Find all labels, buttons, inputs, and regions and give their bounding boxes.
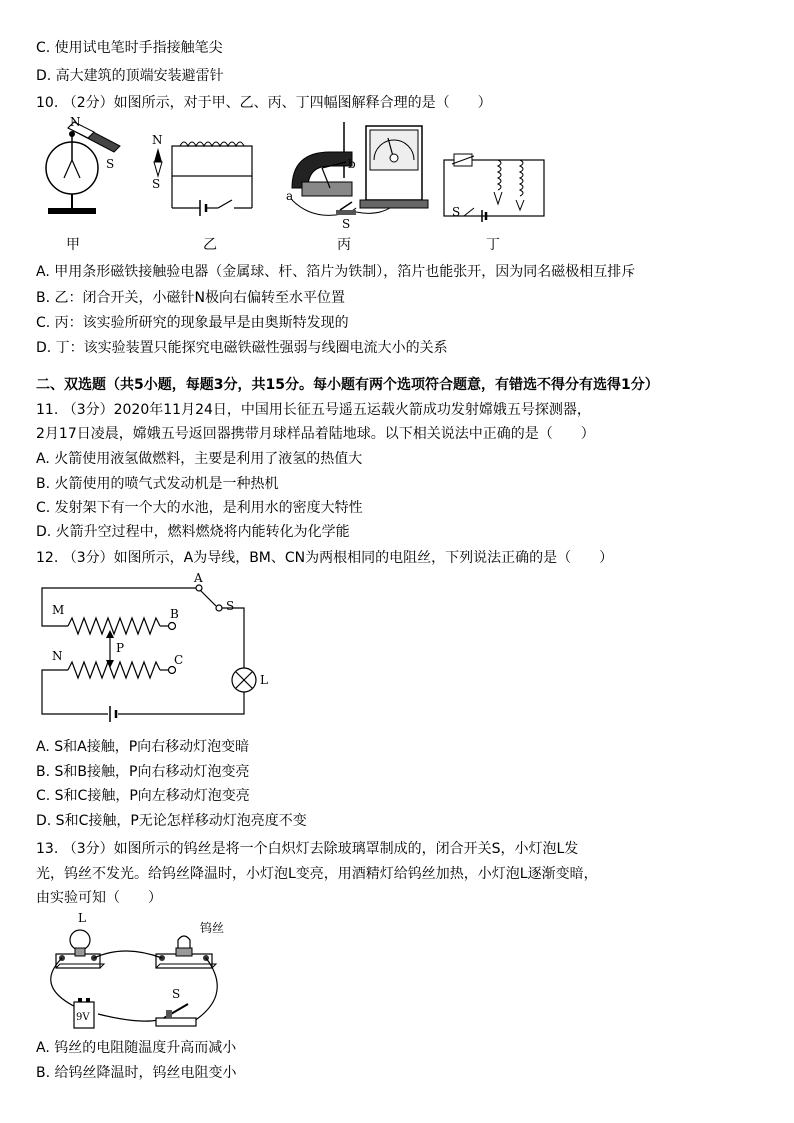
q13-option-b: B. 给钨丝降温时，钨丝电阻变小: [36, 1065, 237, 1081]
q13-stem-line2: 光，钨丝不发光。给钨丝降温时，小灯泡L变亮，用酒精灯给钨丝加热，小灯泡L逐渐变暗，: [36, 866, 598, 882]
fig10-caption-bing: 丙: [337, 237, 351, 253]
fig10-bing-label-s: S: [342, 217, 351, 231]
q11-stem-line2: 2月17日凌晨，嫦娥五号返回器携带月球样品着陆地球。以下相关说法中正确的是（ ）: [36, 426, 595, 442]
fig10-yi-solenoid: [148, 132, 258, 218]
fig10-ding-label-s: S: [452, 205, 461, 219]
fig10-caption-jia: 甲: [66, 237, 80, 253]
fig10-bing-label-a: a: [286, 189, 294, 203]
q12-option-c: C. S和C接触，P向左移动灯泡变亮: [36, 788, 250, 804]
fig12-label-m: M: [52, 603, 65, 617]
fig10-bing-apparatus: [282, 118, 432, 230]
q11-option-a: A. 火箭使用液氢做燃料，主要是利用了液氢的热值大: [36, 451, 363, 467]
fig13-label-s: S: [172, 987, 181, 1001]
q11-stem-line1: 11. （3分）2020年11月24日，中国用长征五号遥五运载火箭成功发射嫦娥五号探测器，: [36, 402, 591, 418]
q13-stem-line3: 由实验可知（ ）: [36, 890, 162, 906]
q11-option-b: B. 火箭使用的喷气式发动机是一种热机: [36, 476, 279, 492]
fig10-jia-label-s: S: [106, 157, 115, 171]
q13-option-a: A. 钨丝的电阻随温度升高而减小: [36, 1040, 237, 1056]
fig10-jia-label-n: N: [70, 115, 81, 129]
q9-option-c: C. 使用试电笔时手指接触笔尖: [36, 40, 223, 56]
section-2-heading: 二、双选题（共5小题，每题3分，共15分。每小题有两个选项符合题意，有错选不得分有选得1分）: [36, 377, 659, 393]
fig13-label-tungsten: 钨丝: [200, 921, 225, 935]
fig10-caption-yi: 乙: [203, 237, 217, 253]
q11-option-d: D. 火箭升空过程中，燃料燃烧将内能转化为化学能: [36, 524, 350, 540]
q11-option-c: C. 发射架下有一个大的水池，是利用水的密度大特性: [36, 500, 363, 516]
fig10-caption-ding: 丁: [486, 237, 500, 253]
q10-option-c: C. 丙：该实验所研究的现象最早是由奥斯特发现的: [36, 315, 349, 331]
fig12-label-p: P: [116, 641, 125, 655]
q12-option-a: A. S和A接触，P向右移动灯泡变暗: [36, 739, 250, 755]
fig12-label-n: N: [52, 649, 63, 663]
fig13-label-l: L: [78, 911, 86, 925]
fig12-label-s: S: [226, 599, 235, 613]
fig12-label-c: C: [174, 653, 184, 667]
fig10-bing-label-b: b: [348, 157, 356, 171]
q10-option-b: B. 乙：闭合开关，小磁针N极向右偏转至水平位置: [36, 290, 345, 306]
q12-option-d: D. S和C接触，P无论怎样移动灯泡亮度不变: [36, 813, 307, 829]
fig12-rheostat-circuit: [38, 572, 274, 722]
fig10-jia-electroscope: [38, 116, 128, 224]
fig13-battery-label: 9V: [76, 1012, 90, 1023]
fig12-label-l: L: [260, 673, 268, 687]
fig10-ding-electromagnets: [440, 152, 550, 232]
fig12-label-b: B: [170, 607, 179, 621]
q10-stem: 10. （2分）如图所示，对于甲、乙、丙、丁四幅图解释合理的是（ ）: [36, 95, 492, 111]
q12-option-b: B. S和B接触，P向右移动灯泡变亮: [36, 764, 250, 780]
fig10-yi-label-n: N: [152, 133, 163, 147]
fig10-yi-label-s: S: [152, 177, 161, 191]
q10-option-a: A. 甲用条形磁铁接触验电器（金属球、杆、箔片为铁制），箔片也能张开，因为同名磁极相互排斥: [36, 264, 636, 280]
fig12-label-a: A: [194, 571, 203, 585]
q9-option-d: D. 高大建筑的顶端安装避雷针: [36, 68, 224, 84]
q10-option-d: D. 丁：该实验装置只能探究电磁铁磁性强弱与线圈电流大小的关系: [36, 340, 448, 356]
q13-stem-line1: 13. （3分）如图所示的钨丝是将一个白炽灯去除玻璃罩制成的，闭合开关S，小灯泡L发: [36, 841, 579, 857]
q12-stem: 12. （3分）如图所示，A为导线，BM、CN为两根相同的电阻丝，下列说法正确的是（ ）: [36, 550, 614, 566]
fig13-tungsten-circuit: [38, 910, 258, 1034]
